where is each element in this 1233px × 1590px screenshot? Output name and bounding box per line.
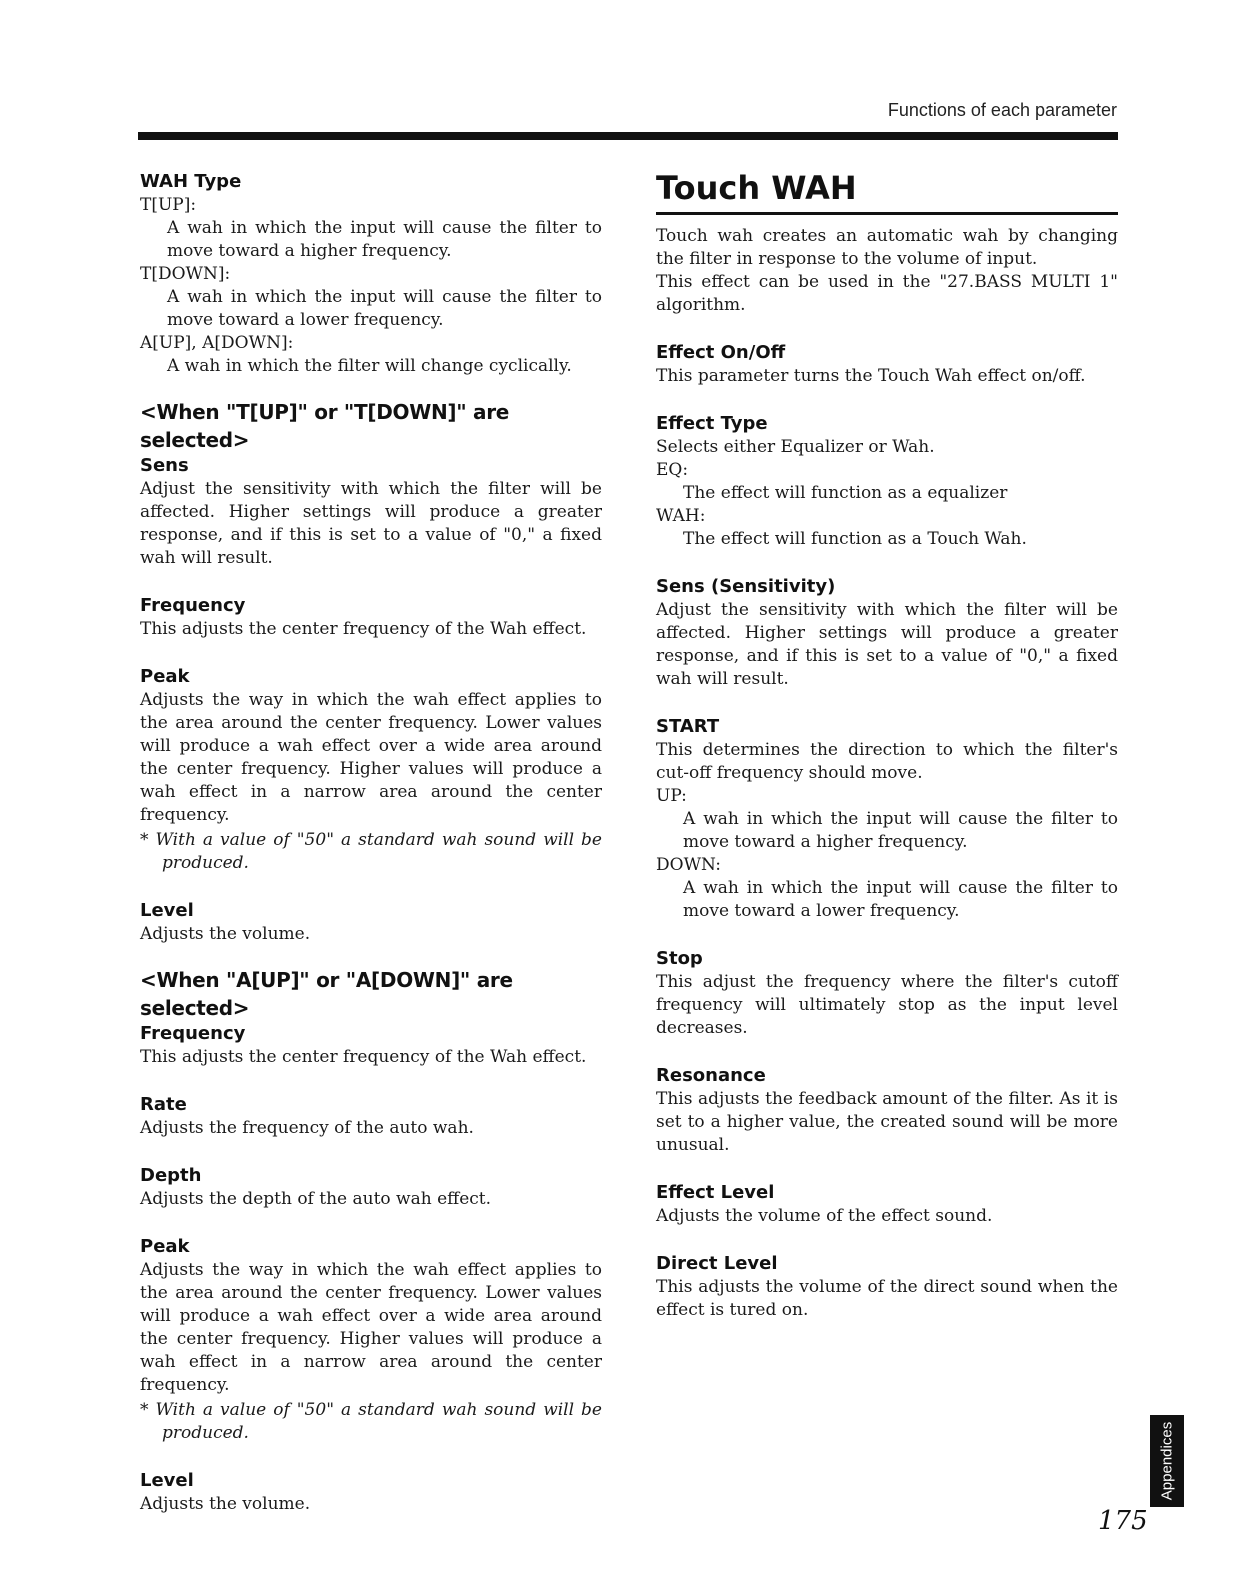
wah-term: WAH:: [656, 506, 706, 526]
rate-heading: Rate: [140, 1094, 187, 1115]
a-frequency-text: This adjusts the center frequency of the Wah effect.: [140, 1047, 587, 1067]
stop-heading: Stop: [656, 948, 703, 969]
direct-level-text: This adjusts the volume of the direct sound when the effect is tured on.: [656, 1277, 1118, 1320]
a-peak-text: Adjusts the way in which the wah effect applies to the area around the center frequency. Lower values will produce a wah effect over a wide area around the center frequency. Higher values will produce a wah effect in a narrow area around the center frequency.: [140, 1260, 602, 1395]
a-level-text: Adjusts the volume.: [140, 1494, 311, 1514]
sens-heading: Sens: [140, 455, 189, 476]
start-text: This determines the direction to which the filter's cut-off frequency should move.: [656, 740, 1118, 783]
header-rule: [138, 132, 1118, 140]
wah-type-heading: WAH Type: [140, 171, 242, 192]
direct-level-heading: Direct Level: [656, 1253, 778, 1274]
wah-desc: The effect will function as a Touch Wah.: [683, 529, 1027, 549]
appendices-tab-label: Appendices: [1158, 1421, 1176, 1501]
t-down-term: T[DOWN]:: [140, 264, 231, 284]
a-frequency-heading: Frequency: [140, 1023, 246, 1044]
appendices-tab: [1150, 1415, 1184, 1507]
depth-heading: Depth: [140, 1165, 202, 1186]
peak-note: * With a value of "50" a standard wah sound will be produced.: [140, 830, 602, 873]
intro-text-2: This effect can be used in the "27.BASS MULTI 1" algorithm.: [656, 272, 1118, 315]
up-term: UP:: [656, 786, 687, 806]
touch-wah-title: Touch WAH: [656, 170, 1118, 215]
eq-term: EQ:: [656, 460, 689, 480]
a-level-heading: Level: [140, 1470, 194, 1491]
resonance-text: This adjusts the feedback amount of the filter. As it is set to a higher value, the created sound will be more unusual.: [656, 1089, 1118, 1155]
a-selected-heading: <When "A[UP]" or "A[DOWN]" are selected>: [140, 968, 513, 1020]
t-up-term: T[UP]:: [140, 195, 197, 215]
up-desc: A wah in which the input will cause the filter to move toward a higher frequency.: [683, 809, 1118, 852]
a-updown-term: A[UP], A[DOWN]:: [140, 333, 294, 353]
level-heading: Level: [140, 900, 194, 921]
stop-text: This adjust the frequency where the filter's cutoff frequency will ultimately stop as the input level decreases.: [656, 972, 1118, 1038]
resonance-heading: Resonance: [656, 1065, 766, 1086]
running-header: Functions of each parameter: [887, 100, 1117, 120]
peak-heading: Peak: [140, 666, 190, 687]
a-peak-note: * With a value of "50" a standard wah sound will be produced.: [140, 1400, 602, 1443]
effect-on-off-heading: Effect On/Off: [656, 342, 786, 363]
t-up-desc: A wah in which the input will cause the filter to move toward a higher frequency.: [167, 218, 602, 261]
sensitivity-text: Adjust the sensitivity with which the filter will be affected. Higher settings will produce a greater response, and if this is set to a value of "0," a fixed wah will result.: [656, 600, 1118, 689]
effect-on-off-text: This parameter turns the Touch Wah effect on/off.: [656, 366, 1086, 386]
effect-level-text: Adjusts the volume of the effect sound.: [656, 1206, 993, 1226]
start-heading: START: [656, 716, 720, 737]
t-selected-heading: <When "T[UP]" or "T[DOWN]" are selected>: [140, 400, 510, 452]
frequency-heading: Frequency: [140, 595, 246, 616]
down-term: DOWN:: [656, 855, 722, 875]
effect-type-heading: Effect Type: [656, 413, 768, 434]
a-peak-heading: Peak: [140, 1236, 190, 1257]
eq-desc: The effect will function as a equalizer: [683, 483, 1008, 503]
effect-level-heading: Effect Level: [656, 1182, 775, 1203]
level-text: Adjusts the volume.: [140, 924, 311, 944]
frequency-text: This adjusts the center frequency of the Wah effect.: [140, 619, 587, 639]
left-column: [140, 170, 602, 1516]
sensitivity-heading: Sens (Sensitivity): [656, 576, 836, 597]
intro-text-1: Touch wah creates an automatic wah by changing the filter in response to the volume of input.: [656, 226, 1118, 269]
right-column: [656, 170, 1118, 1322]
a-updown-desc: A wah in which the filter will change cyclically.: [167, 356, 572, 376]
down-desc: A wah in which the input will cause the filter to move toward a lower frequency.: [683, 878, 1118, 921]
page-number: 175: [1098, 1506, 1148, 1536]
peak-text: Adjusts the way in which the wah effect applies to the area around the center frequency. Lower values will produce a wah effect over a wide area around the center frequency. Higher values will produce a wah effect in a narrow area around the center frequency.: [140, 690, 602, 825]
sens-text: Adjust the sensitivity with which the filter will be affected. Higher settings will produce a greater response, and if this is set to a value of "0," a fixed wah will result.: [140, 479, 602, 568]
t-down-desc: A wah in which the input will cause the filter to move toward a lower frequency.: [167, 287, 602, 330]
depth-text: Adjusts the depth of the auto wah effect.: [140, 1189, 492, 1209]
rate-text: Adjusts the frequency of the auto wah.: [140, 1118, 474, 1138]
effect-type-text: Selects either Equalizer or Wah.: [656, 437, 935, 457]
